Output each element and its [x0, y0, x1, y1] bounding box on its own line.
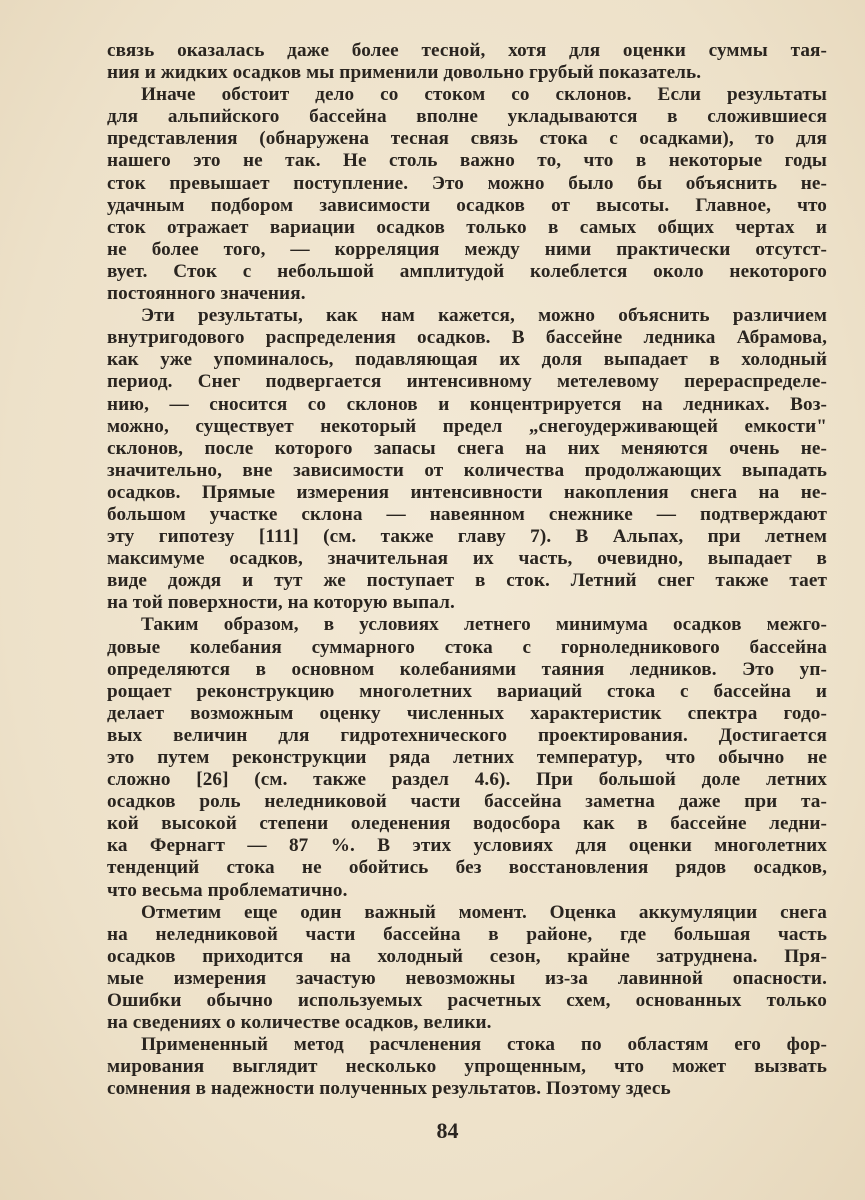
text-line: тенденций стока не обойтись без восстановления рядов осадков, — [107, 857, 827, 879]
text-line: сток отражает вариации осадков только в самых общих чертах и — [107, 216, 827, 238]
text-line: удачным подбором зависимости осадков от высоты. Главное, что — [107, 194, 827, 216]
text-line: мые измерения зачастую невозможны из-за лавинной опасности. — [107, 967, 827, 989]
text-line: что весьма проблематично. — [107, 879, 348, 901]
text-line: представления (обнаружена тесная связь стока с осадками), то для — [107, 128, 827, 150]
text-line: сомнения в надежности полученных результатов. Поэтому здесь — [107, 1078, 671, 1100]
text-line: эту гипотезу [111] (см. также главу 7). В Альпах, при летнем — [107, 526, 827, 548]
text-line: связь оказалась даже более тесной, хотя для оценки суммы тая- — [107, 40, 827, 61]
text-line: внутригодового распределения осадков. В бассейне ледника Абрамова, — [107, 327, 827, 349]
text-line: можно, существует некоторый предел „снегоудерживающей емкости" — [107, 415, 827, 437]
paragraph-p5 — [107, 902, 827, 1035]
text-line: значительно, вне зависимости от количества продолжающих выпадать — [107, 459, 827, 481]
text-line: ка Фернагт — 87 %. В этих условиях для оценки многолетних — [107, 835, 827, 857]
text-line: рощает реконструкцию многолетних вариаций стока с бассейна и — [107, 680, 827, 702]
text-line: на той поверхности, на которую выпал. — [107, 592, 455, 614]
text-line: Иначе обстоит дело со стоком со склонов. Если результаты — [141, 84, 827, 106]
text-line: нашего это не так. Не столь важно то, что в некоторые годы — [107, 150, 827, 172]
paragraph-p2 — [107, 84, 827, 305]
text-line: мирования выглядит несколько упрощенным, что может вызвать — [107, 1056, 827, 1078]
page-number: 84 — [436, 1118, 459, 1143]
text-line: Эти результаты, как нам кажется, можно объяснить различием — [141, 305, 827, 327]
paragraph-p6 — [107, 1034, 827, 1100]
text-line: осадков приходится на холодный сезон, крайне затруднена. Пря- — [107, 945, 827, 967]
text-line: делает возможным оценку численных характеристик спектра годо- — [107, 702, 827, 724]
text-line: Таким образом, в условиях летнего минимума осадков межго- — [141, 614, 827, 636]
text-line: период. Снег подвергается интенсивному метелевому перераспределе- — [107, 371, 827, 393]
text-line: постоянного значения. — [107, 283, 306, 305]
text-line: определяются в основном колебаниями таяния ледников. Это уп- — [107, 658, 827, 680]
text-line: ния и жидких осадков мы применили довольно грубый показатель. — [107, 62, 702, 84]
text-line: большом участке склона — навеянном снежнике — подтверждают — [107, 503, 827, 525]
text-line: на неледниковой части бассейна в районе, где большая часть — [107, 923, 827, 945]
text-line: это путем реконструкции ряда летних температур, что обычно не — [107, 747, 827, 768]
text-line: для альпийского бассейна вполне укладываются в сложившиеся — [107, 106, 827, 128]
paragraph-p1 — [107, 40, 827, 84]
text-line: нию, — сносится со склонов и концентрируется на ледниках. Воз- — [107, 393, 827, 415]
text-line: Ошибки обычно используемых расчетных схем, основанных только — [107, 990, 827, 1012]
paragraph-p3 — [107, 305, 827, 614]
text-line: сток превышает поступление. Это можно было бы объяснить не- — [107, 172, 827, 194]
text-line: не более того, — корреляция между ними практически отсутст- — [107, 238, 827, 260]
text-line: вых величин для гидротехнического проектирования. Достигается — [107, 724, 827, 746]
text-line: склонов, после которого запасы снега на них меняются очень не- — [107, 437, 827, 459]
text-line: довые колебания суммарного стока с горноледникового бассейна — [107, 636, 827, 658]
text-line: сложно [26] (см. также раздел 4.6). При большой доле летних — [107, 769, 827, 791]
text-line: вует. Сток с небольшой амплитудой колеблется около некоторого — [107, 260, 827, 282]
text-line: осадков роль неледниковой части бассейна заметна даже при та- — [107, 791, 827, 813]
text-line: максимуме осадков, значительная их часть, очевидно, выпадает в — [107, 548, 827, 570]
paragraph-p4 — [107, 614, 827, 901]
text-line: осадков. Прямые измерения интенсивности накопления снега на не- — [107, 481, 827, 503]
text-line: Примененный метод расчленения стока по областям его фор- — [141, 1034, 827, 1056]
text-line: виде дождя и тут же поступает в сток. Летний снег также тает — [107, 570, 827, 592]
text-line: как уже упоминалось, подавляющая их доля выпадает в холодный — [107, 349, 827, 371]
text-line: Отметим еще один важный момент. Оценка аккумуляции снега — [141, 901, 827, 923]
page-body-text — [107, 40, 827, 1101]
text-line: на сведениях о количестве осадков, велики. — [107, 1012, 492, 1034]
text-line: кой высокой степени оледенения водосбора как в бассейне ледни- — [107, 813, 827, 835]
